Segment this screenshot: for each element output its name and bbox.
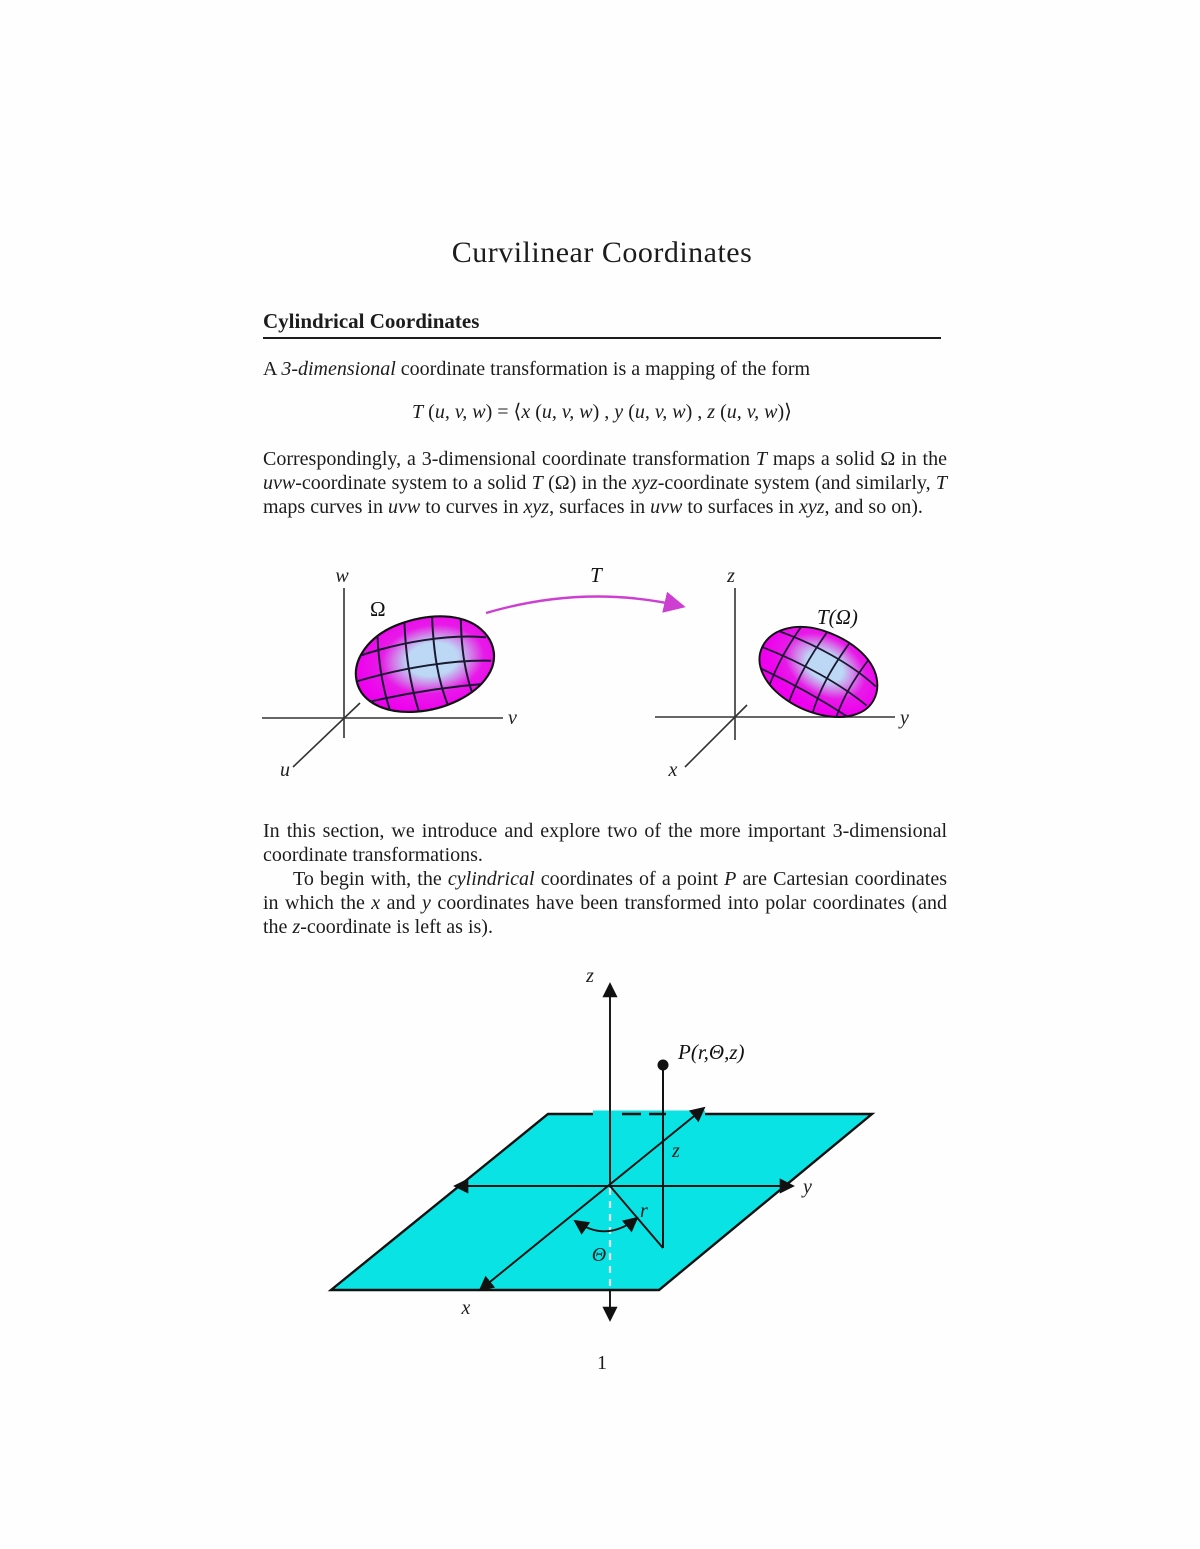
height-z-label: z (672, 1140, 680, 1162)
t-omega-label: T(Ω) (817, 605, 858, 629)
figure-cylindrical-coordinates (300, 958, 920, 1358)
section-rule (263, 337, 941, 339)
section-heading: Cylindrical Coordinates (263, 309, 480, 333)
map-label: T (590, 563, 602, 587)
omega-blob (347, 605, 501, 724)
point-p-label: P(r,Θ,z) (678, 1040, 745, 1064)
x-axis-label: x (668, 759, 678, 781)
page-number: 1 (597, 1352, 607, 1374)
omega-label: Ω (370, 597, 386, 621)
page-title: Curvilinear Coordinates (451, 236, 753, 269)
paragraph-cylindrical-a: In this section, we introduce and explore two of the more important 3-dimensional coordinate transformations. (263, 820, 947, 866)
z-axis-label: z (586, 965, 594, 987)
theta-label: Θ (591, 1244, 607, 1266)
paragraph-intro: A 3-dimensional coordinate transformation is a mapping of the form (263, 358, 811, 380)
equation-transformation: T (u, v, w) = ⟨x (u, v, w) , y (u, v, w) , z (u, v, w)⟩ (412, 401, 792, 423)
transformation-arrow (486, 597, 681, 613)
y-axis-label: y (900, 707, 909, 729)
point-p (658, 1060, 669, 1071)
paragraph-cylindrical (263, 819, 947, 939)
x-axis-label: x (461, 1297, 471, 1319)
w-axis-label: w (335, 565, 349, 587)
v-axis-label: v (508, 707, 517, 729)
paragraph-correspondingly: Correspondingly, a 3-dimensional coordinate transformation T maps a solid Ω in the uvw-coordinate system to a solid T (Ω) in the xyz-coordinate system (and similarly, T maps curves in uvw to curves in xyz, surfaces in uvw to surfaces in xyz, and so on). (263, 448, 947, 518)
u-axis-label: u (280, 759, 290, 781)
z-axis-label: z (727, 565, 735, 587)
y-axis-label: y (803, 1176, 812, 1198)
u-axis (293, 703, 360, 767)
paragraph-cylindrical-b: To begin with, the cylindrical coordinates of a point P are Cartesian coordinates in which the x and y coordinates have been transformed into polar coordinates (and the z-coordinate is left as is). (263, 868, 947, 938)
x-axis (685, 705, 747, 767)
figure-uvw-to-xyz-mapping (255, 560, 955, 800)
r-label: r (640, 1200, 648, 1222)
